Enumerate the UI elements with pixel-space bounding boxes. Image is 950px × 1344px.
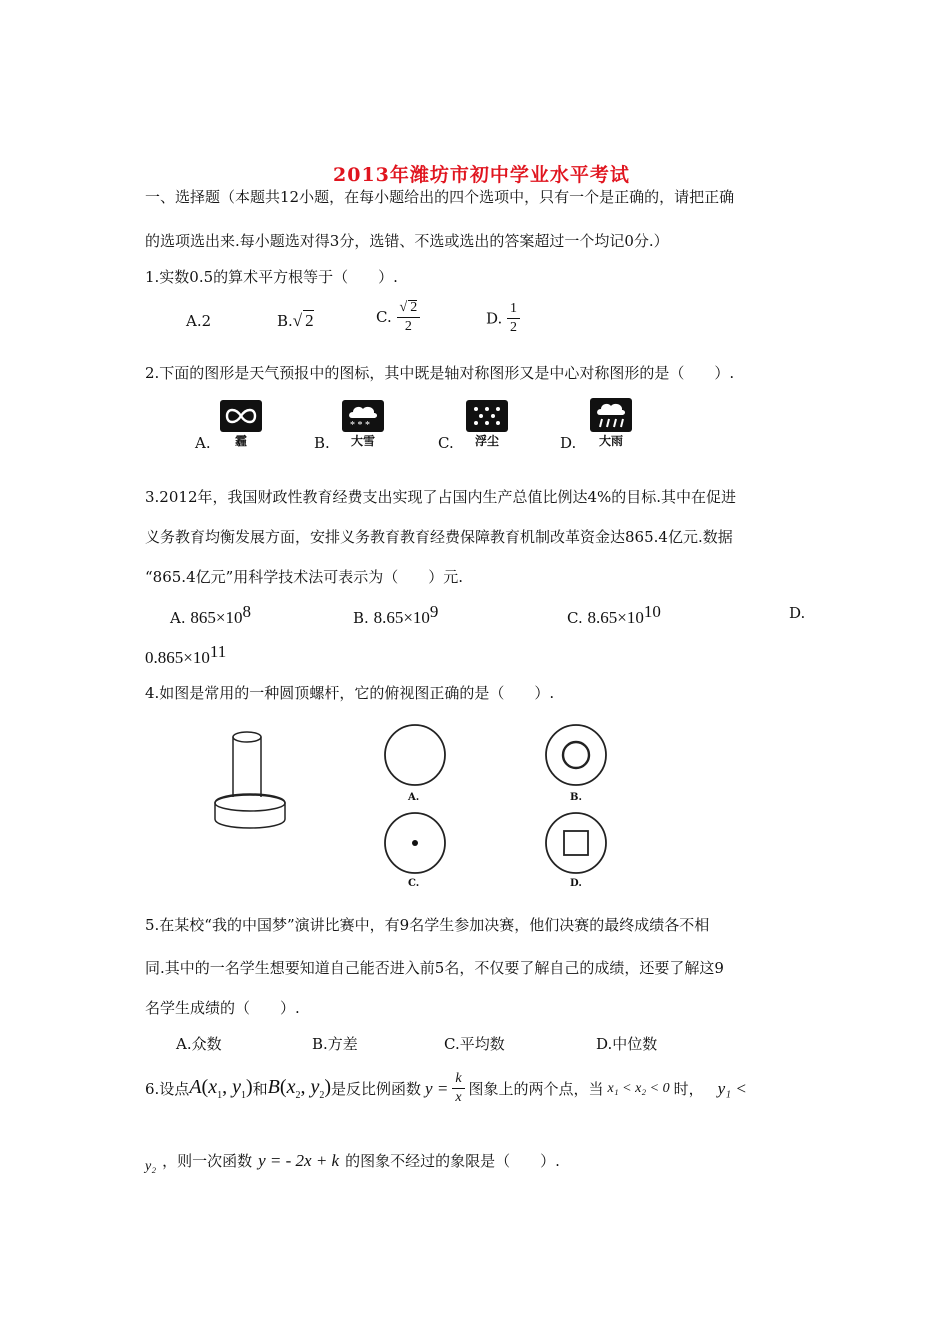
view-option-b-label: B. xyxy=(570,792,582,803)
q1-option-c-denominator: 2 xyxy=(404,319,412,334)
q1-option-d-denominator: 2 xyxy=(510,320,518,335)
q3-option-b-exponent: 9 xyxy=(429,602,439,621)
question-3-line2: 义务教育均衡发展方面，安排义务教育教育经费保障教育机制改革资金达865.4亿元.数据 xyxy=(145,528,733,546)
q6-func-numerator: k xyxy=(452,1072,464,1089)
q3-option-a xyxy=(170,602,251,628)
q6-point-a-letter: A xyxy=(189,1076,202,1098)
q1-option-d xyxy=(486,302,520,335)
q6-condition-y-right: y₂ xyxy=(145,1158,157,1174)
q6-text-linear: ，则一次函数 xyxy=(162,1152,253,1170)
heavy-rain-icon xyxy=(590,398,632,432)
q5-option-d: D.中位数 xyxy=(596,1035,658,1053)
q1-option-d-letter: D. xyxy=(486,309,503,328)
q3-option-a-base: 865×10 xyxy=(190,608,243,627)
q1-option-c-fraction: $\frac{√ 2}{2}$ xyxy=(397,300,421,334)
q5-option-c: C.平均数 xyxy=(444,1035,505,1053)
question-5-line3: 名学生成绩的（ ）. xyxy=(145,999,300,1017)
question-6-line1 xyxy=(145,1072,747,1105)
q2-option-a-label: 霾 xyxy=(234,434,247,448)
q5-option-b: B.方差 xyxy=(312,1035,358,1053)
q6-text-question: 的图象不经过的象限是（ ）. xyxy=(345,1152,560,1170)
q5-option-a: A.众数 xyxy=(176,1035,222,1053)
q6-text-when: 时， xyxy=(673,1080,704,1098)
q6-condition-y-left: y₁ < xyxy=(717,1078,747,1098)
q2-option-c-letter: C. xyxy=(438,434,454,452)
svg-text:* * *: * * * xyxy=(350,420,370,430)
view-option-b xyxy=(541,722,611,802)
q6-point-b: $B(x_2$, $y_2$) xyxy=(267,1076,332,1101)
q1-option-b-letter: B. xyxy=(277,312,293,330)
q2-option-b-label: 大雪 xyxy=(350,434,375,448)
q1-option-c-letter: C. xyxy=(376,308,392,326)
q1-option-c xyxy=(376,300,420,334)
q2-option-b-letter: B. xyxy=(314,434,330,452)
view-option-c-label: C. xyxy=(408,878,420,889)
q3-option-c-letter: C. xyxy=(567,609,583,627)
q1-option-d-fraction xyxy=(507,302,520,335)
q1-option-b: B.√ 2 xyxy=(277,311,314,330)
heavy-snow-icon xyxy=(342,400,384,432)
q3-option-c xyxy=(567,602,661,628)
q2-option-a-letter: A. xyxy=(195,434,211,452)
q3-option-d-letter: D. xyxy=(789,604,806,622)
question-3-line1: 3.2012年，我国财政性教育经费支出实现了占国内生产总值比例达4%的目标.其中在促进 xyxy=(145,488,737,506)
page-title: 2013年潍坊市初中学业水平考试 xyxy=(333,164,630,186)
q1-option-d-numerator: 1 xyxy=(507,302,520,319)
view-option-d xyxy=(541,808,611,888)
q6-text-intro: 6.设点 xyxy=(145,1080,190,1098)
question-2-stem: 2.下面的图形是天气预报中的图标，其中既是轴对称图形又是中心对称图形的是（ ）. xyxy=(145,364,735,382)
infinity-icon xyxy=(220,400,262,432)
question-6-line2 xyxy=(145,1150,560,1174)
q3-option-d-exponent: 11 xyxy=(209,642,227,661)
q1-option-a: A.2 xyxy=(186,312,212,330)
q3-option-b-letter: B. xyxy=(353,609,369,627)
q6-linear-function: y = - 2x + k xyxy=(258,1150,340,1170)
view-option-d-label: D. xyxy=(570,878,582,889)
q1-option-b-radicand: 2 xyxy=(305,311,314,330)
q6-point-a: $A(x_1$, $y_1$) xyxy=(189,1076,253,1101)
q2-option-d-label: 大雨 xyxy=(598,434,623,448)
q6-point-b-letter: B xyxy=(267,1076,280,1098)
question-1-stem: 1.实数0.5的算术平方根等于（ ）. xyxy=(145,268,398,286)
question-5-line2: 同.其中的一名学生想要知道自己能否进入前5名，不仅要了解自己的成绩，还要了解这9 xyxy=(145,959,724,977)
q6-func-y: y = xyxy=(425,1078,449,1098)
q3-option-c-exponent: 10 xyxy=(643,602,661,621)
q3-option-d-base: 0.865×10 xyxy=(145,648,210,667)
question-5-line1: 5.在某校“我的中国梦”演讲比赛中，有9名学生参加决赛，他们决赛的最终成绩各不相 xyxy=(145,916,710,934)
view-option-a xyxy=(380,722,450,802)
question-4-stem: 4.如图是常用的一种圆顶螺杆，它的俯视图正确的是（ ）. xyxy=(145,684,555,702)
q6-text-function: 是反比例函数 xyxy=(331,1080,422,1098)
q3-option-b xyxy=(353,602,438,628)
q1-option-c-radicand: 2 xyxy=(410,300,418,315)
view-option-a-label: A. xyxy=(408,792,420,803)
q6-func-denominator: x xyxy=(455,1090,462,1105)
screw-figure xyxy=(210,725,300,835)
section-instructions-line2: 的选项选出来.每小题选对得3分，选错、不选或选出的答案超过一个均记0分.） xyxy=(145,232,669,250)
q3-option-c-base: 8.65×10 xyxy=(587,608,644,627)
question-3-line3: “865.4亿元”用科学技术法可表示为（ ）元. xyxy=(145,568,464,586)
q6-text-condition: 图象上的两个点，当 xyxy=(468,1080,604,1098)
q3-option-b-base: 8.65×10 xyxy=(373,608,430,627)
q6-text-and: 和 xyxy=(252,1080,268,1098)
q3-option-d xyxy=(145,642,226,668)
q2-option-c-label: 浮尘 xyxy=(474,434,499,448)
q2-option-d-letter: D. xyxy=(560,434,577,452)
q6-func-fraction xyxy=(452,1072,464,1105)
q6-condition-x: x₁ < x₂ < 0 xyxy=(607,1080,670,1096)
q3-option-a-exponent: 8 xyxy=(242,602,251,621)
section-instructions-line1: 一、选择题（本题共12小题，在每小题给出的四个选项中，只有一个是正确的，请把正确 xyxy=(145,188,735,206)
q3-option-a-letter: A. xyxy=(170,609,186,627)
view-option-c xyxy=(380,808,450,888)
dust-icon xyxy=(466,400,508,432)
